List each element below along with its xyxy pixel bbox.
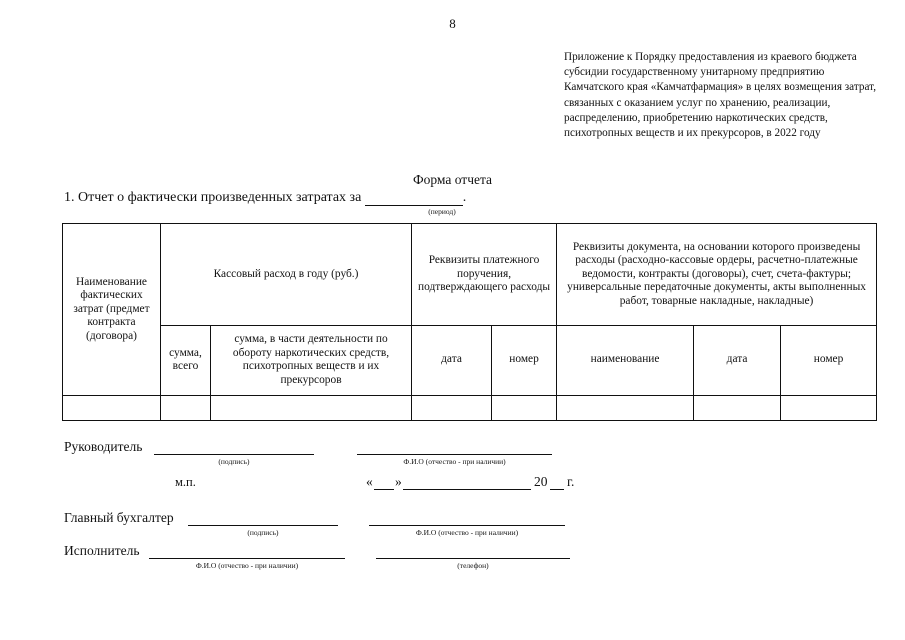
executor-label: Исполнитель	[64, 543, 140, 558]
chief-accountant-label: Главный бухгалтер	[64, 510, 174, 525]
head-fio-caption: Ф.И.О (отчество - при наличии)	[403, 457, 506, 466]
header-document-details: Реквизиты документа, на основании которого произведены расходы (расходно-кассовые ордеры, расчетно-платежные ведомости, контракты (договоры), счет, счета-фактуры; универсальные передаточные документы, акты выполненных работ, товарные накладные, накладные)	[557, 224, 877, 326]
table-row	[63, 395, 877, 420]
date-year-prefix: 20	[534, 474, 548, 489]
period-caption: (период)	[428, 207, 456, 216]
header-cost-name: Наименование фактических затрат (предмет контракта (договора)	[63, 224, 161, 396]
executor-phone-line[interactable]	[376, 558, 570, 559]
chief-accountant-signature-caption: (подпись)	[247, 528, 279, 537]
table-cell[interactable]	[557, 395, 694, 420]
chief-accountant-signature-line[interactable]	[188, 525, 338, 526]
date-year-blank[interactable]	[550, 489, 564, 490]
stamp-label: м.п.	[175, 475, 196, 489]
subheader-payment-number: номер	[492, 325, 557, 395]
subheader-doc-name: наименование	[557, 325, 694, 395]
date-close-quote: »	[395, 474, 402, 489]
header-cash-expense: Кассовый расход в году (руб.)	[161, 224, 412, 326]
subheader-payment-date: дата	[412, 325, 492, 395]
subheader-doc-date: дата	[694, 325, 781, 395]
table-cell[interactable]	[694, 395, 781, 420]
chief-accountant-fio-line[interactable]	[369, 525, 565, 526]
header-payment-order: Реквизиты платежного поручения, подтверждающего расходы	[412, 224, 557, 326]
head-signature-line[interactable]	[154, 454, 314, 455]
report-title-line	[64, 190, 466, 206]
table-cell[interactable]	[161, 395, 211, 420]
report-title: 1. Отчет о фактически произведенных затратах за	[64, 190, 362, 205]
chief-accountant-fio-caption: Ф.И.О (отчество - при наличии)	[415, 528, 519, 537]
table-cell[interactable]	[492, 395, 557, 420]
table-subheader-row	[63, 325, 877, 395]
table-cell[interactable]	[781, 395, 877, 420]
table-cell[interactable]	[211, 395, 412, 420]
table-cell[interactable]	[63, 395, 161, 420]
date-open-quote: «	[366, 474, 373, 489]
head-signature-caption: (подпись)	[218, 457, 250, 466]
table-cell[interactable]	[412, 395, 492, 420]
report-table	[62, 223, 877, 421]
date-year-suffix: г.	[567, 474, 575, 489]
annex-text: Приложение к Порядку предоставления из краевого бюджета субсидии государственному унитарному предприятию Камчатского края «Камчатфармация» в целях возмещения затрат, связанных с оказанием услуг по хранению, реализации, распределению, приобретению наркотических средств, психотропных веществ и их прекурсоров, в 2022 году	[564, 51, 877, 140]
executor-fio-line[interactable]	[149, 558, 345, 559]
executor-phone-caption: (телефон)	[457, 561, 489, 570]
date-day-blank[interactable]	[374, 489, 394, 490]
page-number: 8	[449, 16, 456, 31]
head-label: Руководитель	[64, 439, 143, 454]
head-fio-line[interactable]	[357, 454, 552, 455]
table-header-row	[63, 224, 877, 326]
subheader-doc-number: номер	[781, 325, 877, 395]
period-blank[interactable]	[365, 191, 463, 206]
form-title: Форма отчета	[412, 172, 493, 187]
executor-fio-caption: Ф.И.О (отчество - при наличии)	[195, 561, 299, 570]
subheader-sum-part: сумма, в части деятельности по обороту наркотических средств, психотропных веществ и их прекурсоров	[211, 325, 412, 395]
report-title-end: .	[462, 190, 467, 205]
subheader-sum-total: сумма, всего	[161, 325, 211, 395]
date-month-blank[interactable]	[403, 489, 531, 490]
